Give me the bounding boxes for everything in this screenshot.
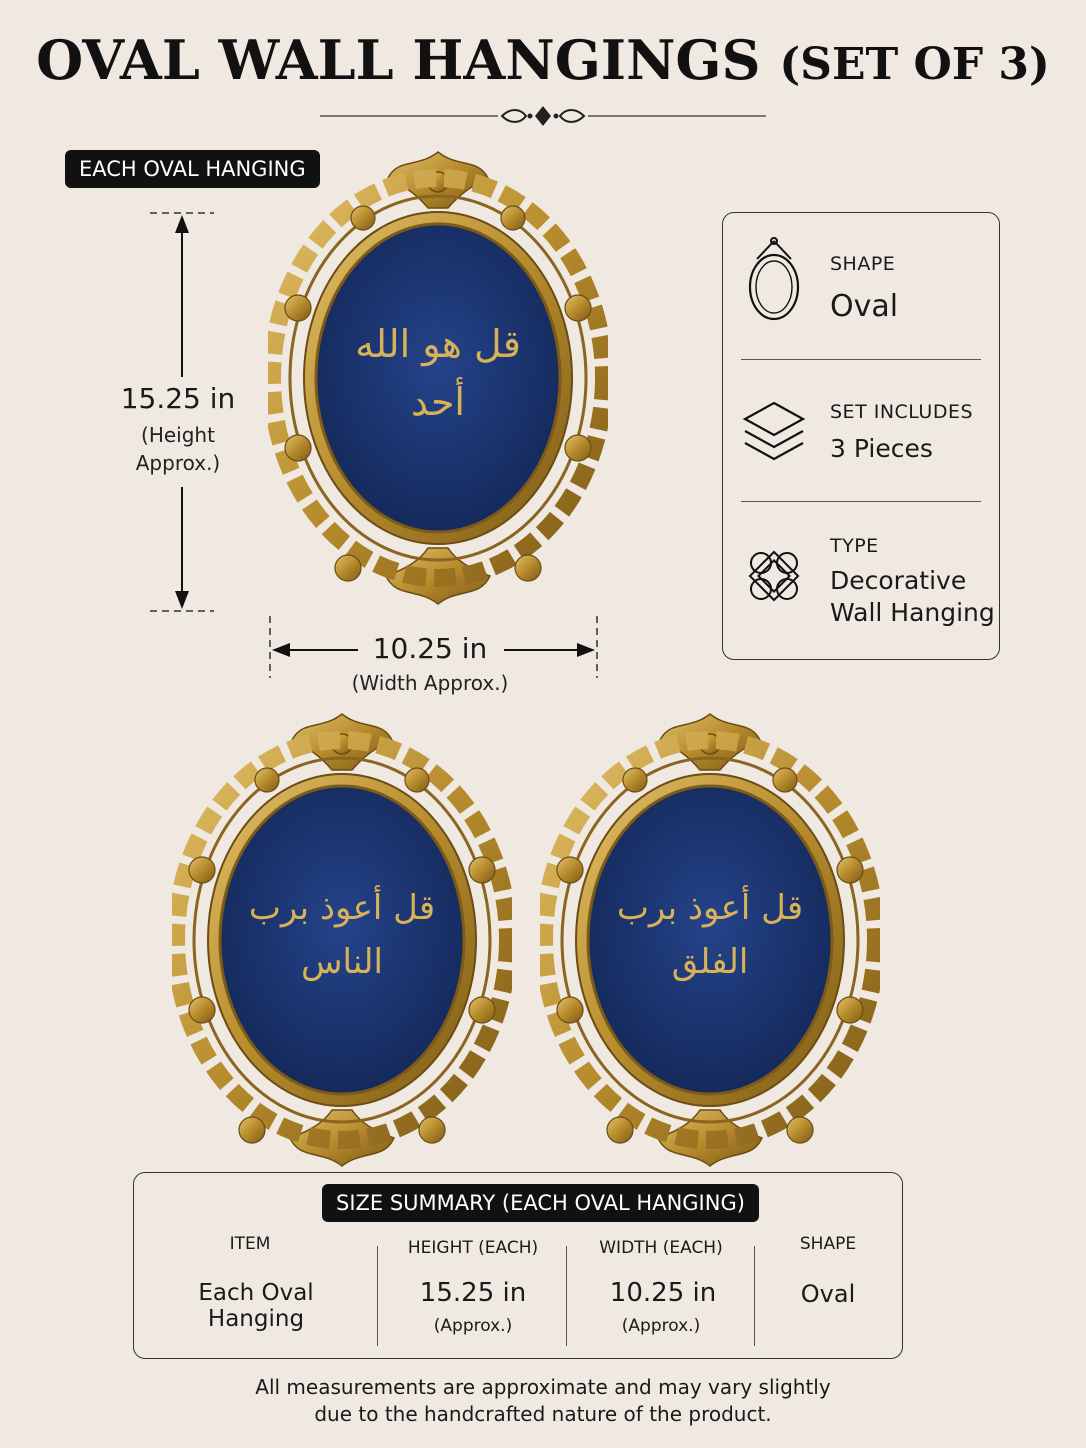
col-sub-height: (Approx.) [433,1316,513,1336]
col-sub-width: (Approx.) [621,1316,701,1336]
col-header-width: WIDTH (EACH) [599,1238,723,1258]
size-summary-title: SIZE SUMMARY (EACH OVAL HANGING) [322,1184,759,1222]
type-label: TYPE [830,535,879,557]
layers-icon [739,389,809,475]
width-value: 10.25 in [372,632,488,665]
col-value-item: Each Oval Hanging [198,1280,314,1332]
col-header-shape: SHAPE [799,1234,857,1254]
calligraphy-2: قل أعوذ برب الناس [248,888,436,982]
width-note: (Width Approx.) [351,671,509,695]
calligraphy-1: قل هو الله أحد [355,322,521,424]
title-main: OVAL WALL HANGINGS [36,28,761,92]
knot-pattern-icon [739,533,809,619]
oval-hanging-3 [540,710,880,1170]
set-includes-value: 3 Pieces [830,434,933,463]
info-divider-1 [741,359,981,360]
ornament-divider [320,104,766,128]
page-title [0,28,1086,92]
product-info-panel [722,212,1000,660]
col-value-height: 15.25 in [419,1278,527,1308]
info-divider-2 [741,501,981,502]
oval-hanging-icon [739,235,809,321]
oval-hanging-1 [268,148,608,608]
height-note-2: Approx.) [135,451,221,475]
type-value-1: Decorative [830,566,967,595]
footnote [0,1374,1086,1428]
height-note-1: (Height [141,423,215,447]
height-label [98,382,258,477]
col-header-item: ITEM [229,1234,271,1254]
col-value-shape: Oval [800,1280,856,1308]
type-value-2: Wall Hanging [830,598,995,627]
set-includes-label: SET INCLUDES [830,401,974,423]
shape-label: SHAPE [830,253,896,275]
footnote-line-1: All measurements are approximate and may vary slightly [255,1375,831,1399]
oval-hanging-2 [172,710,512,1170]
width-label [330,632,530,697]
shape-value: Oval [830,289,899,324]
col-value-width: 10.25 in [609,1278,717,1308]
height-value: 15.25 in [120,382,236,415]
col-header-height: HEIGHT (EACH) [407,1238,539,1258]
footnote-line-2: due to the handcrafted nature of the product. [314,1402,772,1426]
each-oval-label: EACH OVAL HANGING [65,150,320,188]
title-suffix: (SET OF 3) [779,39,1050,90]
calligraphy-3: قل أعوذ برب الفلق [616,888,804,982]
